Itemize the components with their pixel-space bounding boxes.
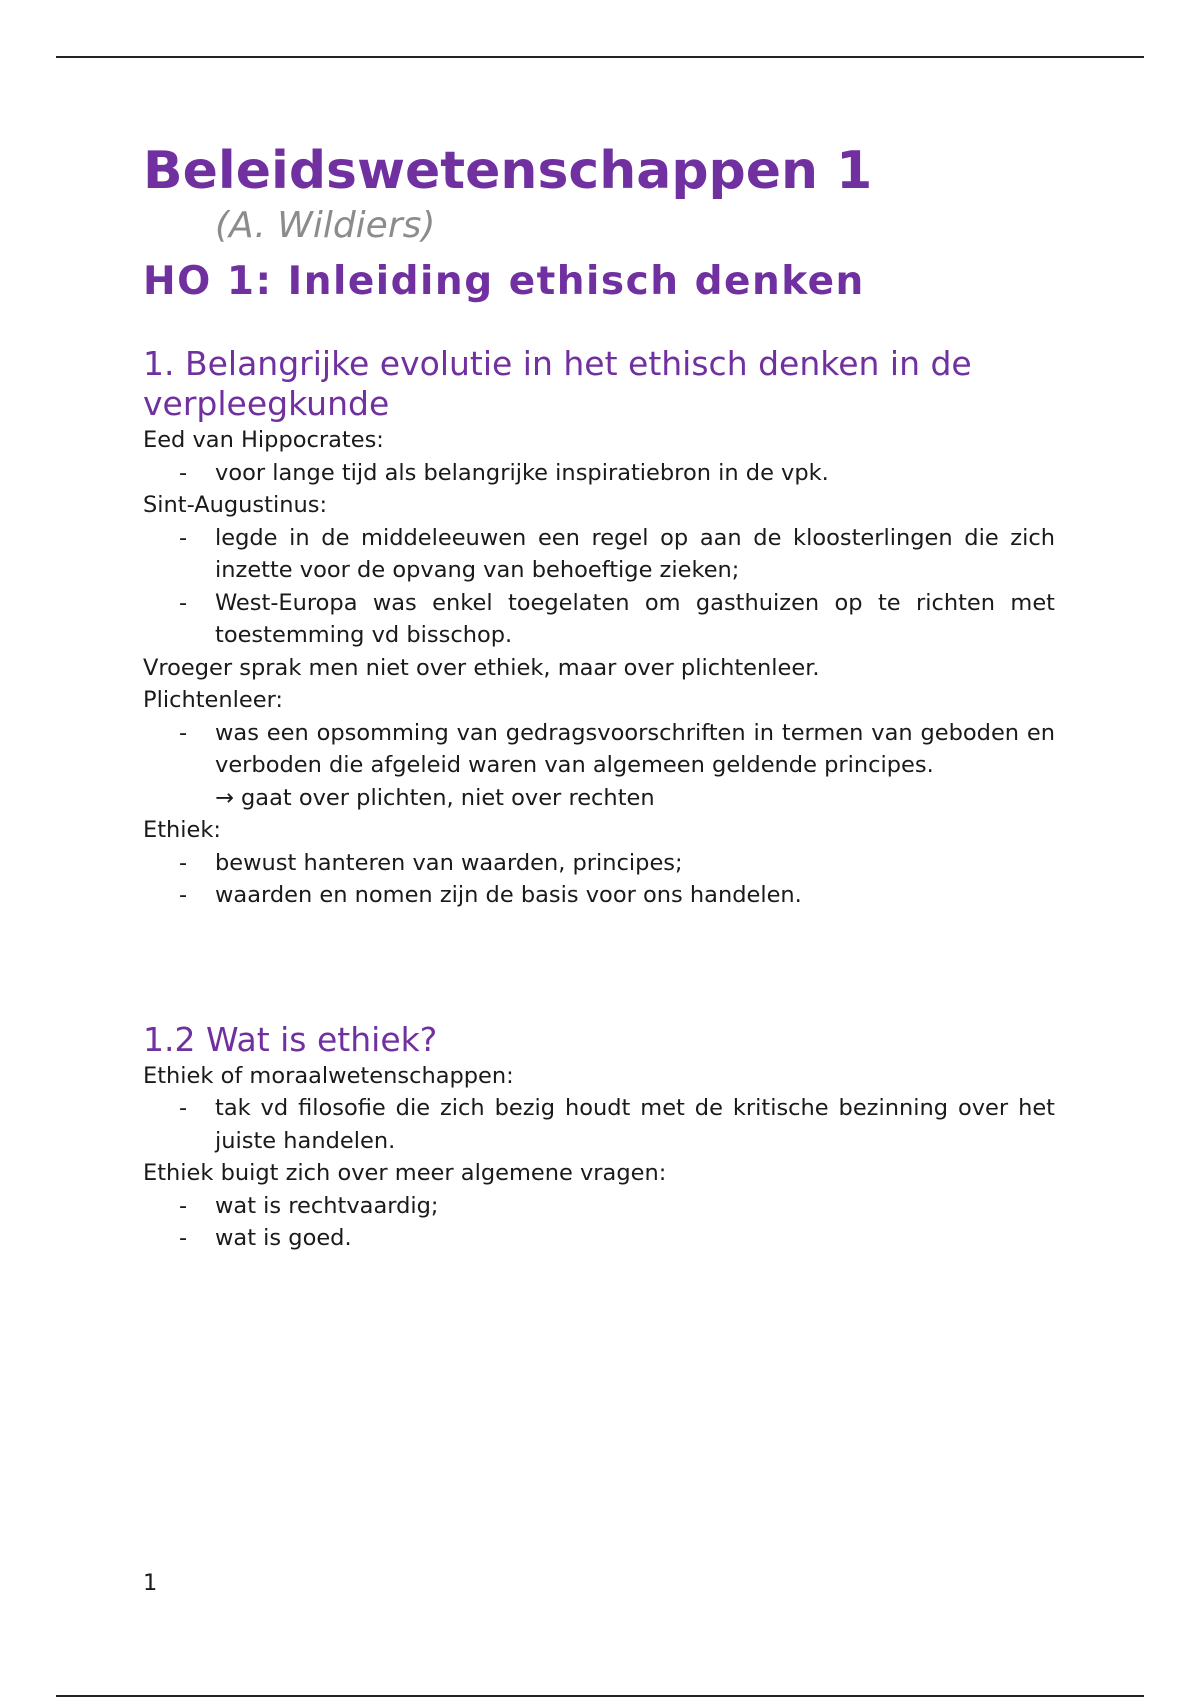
vragen-label: Ethiek buigt zich over meer algemene vragen: [143, 1160, 667, 1186]
ethiek-label: Ethiek: [143, 817, 222, 843]
arrow-note: → gaat over plichten, niet over rechten [215, 784, 655, 811]
plichtenleer-label: Plichtenleer: [143, 687, 283, 713]
list-item-text: tak vd filosofie die zich bezig houdt met de kritische bezinning over het juiste handelen. [215, 1095, 1055, 1154]
augustinus-label: Sint-Augustinus: [143, 492, 328, 518]
chapter-title: HO 1: Inleiding ethisch denken [143, 259, 865, 304]
plichtenleer-list [143, 717, 1055, 815]
moraal-label: Ethiek of moraalwetenschappen: [143, 1062, 514, 1089]
hippocrates-list [143, 457, 1055, 490]
list-item-text: waarden en nomen zijn de basis voor ons handelen. [215, 882, 802, 908]
list-item-text: wat is rechtvaardig; [215, 1192, 439, 1219]
hippocrates-label: Eed van Hippocrates: [143, 427, 384, 453]
list-item-text: legde in de middeleeuwen een regel op aan de kloosterlingen die zich inzette voor de opvang van behoeftige zieken; [215, 524, 1055, 583]
moraal-list [143, 1092, 1055, 1157]
ethiek-list [143, 847, 1055, 912]
list-item-text: West-Europa was enkel toegelaten om gasthuizen op te richten met toestemming vd bisschop. [215, 589, 1055, 648]
list-item [143, 847, 1055, 880]
list-item-text: bewust hanteren van waarden, principes; [215, 849, 683, 876]
document-author: (A. Wildiers) [215, 205, 436, 246]
list-item [143, 457, 1055, 490]
list-item [143, 522, 1055, 587]
vragen-list [143, 1190, 1055, 1255]
list-item [143, 717, 1055, 815]
section-2-heading: 1.2 Wat is ethiek? [143, 1019, 438, 1059]
dash-marker: - [179, 1225, 188, 1251]
list-item-text: was een opsomming van gedragsvoorschriften in termen van geboden en verboden die afgeleid waren van algemeen geldende principes. [215, 719, 1055, 778]
dash-marker: - [179, 1095, 188, 1121]
document-title: Beleidswetenschappen 1 [143, 141, 873, 201]
list-item [143, 879, 1055, 912]
list-item [143, 587, 1055, 652]
dash-marker: - [179, 589, 188, 616]
dash-marker: - [179, 1192, 188, 1219]
list-item-text: voor lange tijd als belangrijke inspiratiebron in de vpk. [215, 459, 829, 486]
list-item [143, 1190, 1055, 1223]
list-item [143, 1092, 1055, 1157]
dash-marker: - [179, 459, 188, 486]
vroeger-text: Vroeger sprak men niet over ethiek, maar over plichtenleer. [143, 654, 820, 681]
augustinus-list [143, 522, 1055, 652]
page-number: 1 [143, 1570, 158, 1596]
dash-marker: - [179, 849, 188, 876]
dash-marker: - [179, 524, 188, 551]
dash-marker: - [179, 882, 188, 908]
dash-marker: - [179, 719, 188, 746]
document-body [143, 140, 1055, 1255]
bottom-rule [56, 1695, 1144, 1697]
top-rule [56, 56, 1144, 58]
section-1-heading: 1. Belangrijke evolutie in het ethisch denken in de verpleegkunde [143, 344, 972, 423]
list-item [143, 1222, 1055, 1255]
list-item-text: wat is goed. [215, 1225, 352, 1251]
